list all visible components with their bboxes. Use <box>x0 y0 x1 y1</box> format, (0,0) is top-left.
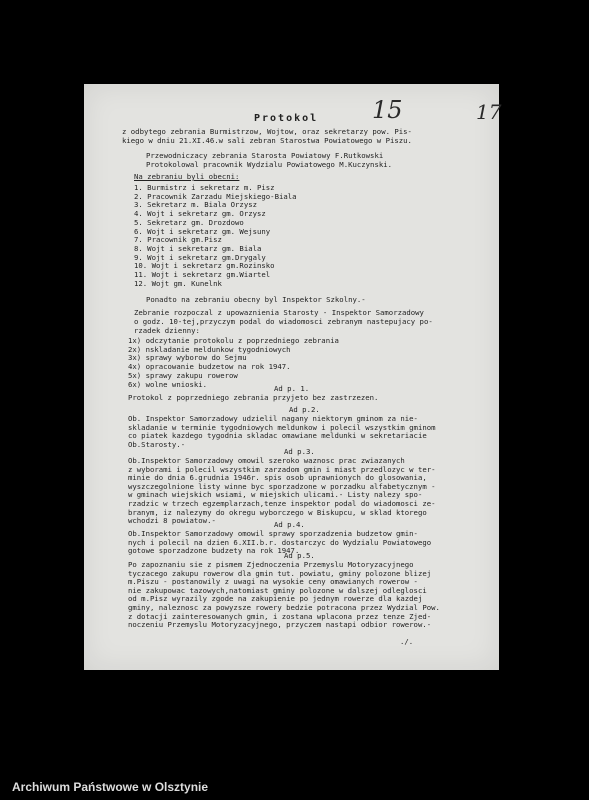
section-line: rzadzic w trzech egzemplarzach,tenze inspektor podal do wiadomosci ze- <box>128 499 436 508</box>
attendee-item: 1. Burmistrz i sekretarz m. Pisz <box>134 183 275 192</box>
section-line: Protokol z poprzedniego zebrania przyjeto bez zastrzezen. <box>128 393 379 402</box>
opening-line: o godz. 10-tej,przyczym podal do wiadomosci zebranym nastepujacy po- <box>134 317 433 326</box>
section-line: nie zakupowac tazowych,natomiast gminy polozone w dalszej odleglosci <box>128 585 427 595</box>
attendee-item: 4. Wojt i sekretarz gm. Orzysz <box>134 209 266 219</box>
opening-line: Zebranie rozpoczal z upowaznienia Starosty - Inspektor Samorzadowy <box>134 308 424 317</box>
agenda-item: 1x) odczytanie protokolu z poprzedniego zebrania <box>128 336 339 345</box>
section-line: wyszczegolnione listy winne byc sporzadzone w porzadku alfabetycznym - <box>128 481 436 491</box>
section-heading: Ad p. 1. <box>274 384 310 393</box>
section-heading: Ad p.5. <box>284 551 315 560</box>
section-line: gotowe sporzadzone budzety na rok 1947. <box>128 546 300 556</box>
section-heading: Ad p.4. <box>274 520 305 529</box>
section-line: minie do dnia 6.grudnia 1946r. spis osob uprawnionych do glosowania, <box>128 473 427 483</box>
attendees-heading: Na zebraniu byli obecni: <box>134 172 240 181</box>
minutes-line: Protokolowal pracownik Wydzialu Powiatowego M.Kuczynski. <box>146 160 393 169</box>
section-heading: Ad p.3. <box>284 447 315 456</box>
intro-line: z odbytego zebrania Burmistrzow, Wojtow, oraz sekretarzy pow. Pis- <box>122 127 412 136</box>
section-line: tyczacego zakupu rowerow dla gmin tut. powiatu, gminy polozone blizej <box>128 568 432 578</box>
section-line: branym, iz nalezymy do okregu wyborczego w Biskupcu, w sklad ktorego <box>128 507 427 517</box>
attendee-item: 12. Wojt gm. Kunelnk <box>134 278 222 288</box>
inspector-line: Ponadto na zebraniu obecny byl Inspektor Szkolny.- <box>146 295 366 304</box>
section-line: skladanie w terminie tygodniowych meldunkow i polecil wszystkim gminom <box>128 422 436 432</box>
section-line: Ob.Inspektor Samorzadowy omowil szeroko waznosc prac zwiazanych <box>128 456 405 465</box>
section-heading: Ad p.2. <box>289 405 320 414</box>
section-line: nych i polecil na dzien 6.XII.b.r. dostarczyc do Wydzialu Powiatowego <box>128 537 432 547</box>
section-line: Ob. Inspektor Samorzadowy udzielil nagany niektorym gminom za nie- <box>128 414 418 423</box>
handwritten-folio-number: 17 <box>476 100 502 124</box>
section-line: z wyborami i polecil wszystkim zarzadom gmin i miast przedlozyc w ter- <box>128 464 436 474</box>
attendee-item: 3. Sekretarz m. Biala Orzysz <box>134 200 258 210</box>
section-line: wchodzi 8 powiatow.- <box>128 516 216 526</box>
agenda-item: 5x) sprawy zakupu rowerow <box>128 370 238 380</box>
section-line: Ob.Starosty.- <box>128 439 186 449</box>
attendee-item: 2. Pracownik Zarzadu Miejskiego-Biala <box>134 191 297 201</box>
section-line: od m.Pisz wyrazily zgode na zakupienie po jednym rowerze dla kazdej <box>128 594 423 604</box>
document-page <box>84 84 502 670</box>
section-line: noczeniu Przemyslu Motoryzacyjnego, przyczem nastapi odbior rowerow.- <box>128 620 432 630</box>
section-line: co piatek kazdego tygodnia skladac omawiane meldunki w sekretariacie <box>128 431 427 441</box>
attendee-item: 9. Wojt i sekretarz gm.Drygaly <box>134 252 266 262</box>
agenda-item: 3x) sprawy wyborow do Sejmu <box>128 353 247 363</box>
opening-line: rzadek dzienny: <box>134 326 200 335</box>
section-line: gminy, naleznosc za powyzsze rowery bedzie potracona przez Wydzial Pow. <box>128 603 440 612</box>
agenda-item: 4x) opracowanie budzetow na rok 1947. <box>128 362 291 372</box>
agenda-item: 2x) nskladanie meldunkow tygodniowych <box>128 344 291 354</box>
intro-line: kiego w dniu 21.XI.46.w sali zebran Starostwa Powiatowego w Piszu. <box>122 136 412 145</box>
handwritten-page-number: 15 <box>372 96 403 124</box>
agenda-item: 6x) wolne wnioski. <box>128 379 208 389</box>
section-line: m.Piszu - postanowily z uwagi na wysokie ceny omawianych rowerow - <box>128 577 418 587</box>
document-title: Protokol <box>254 113 319 124</box>
section-line: Ob.Inspektor Samorzadowy omowil sprawy sporzadzenia budzetow gmin- <box>128 529 418 538</box>
attendee-item: 6. Wojt i sekretarz gm. Wejsuny <box>134 226 271 236</box>
attendee-item: 10. Wojt i sekretarz gm.Rozinsko <box>134 261 275 271</box>
attendee-item: 5. Sekretarz gm. Drozdowo <box>134 217 244 227</box>
attendee-item: 11. Wojt i sekretarz gm.Wiartel <box>134 270 271 279</box>
section-line: z dotacji zainteresowanych gmin, i zostana wplacona przez tenze Zjed- <box>128 611 432 621</box>
section-line: w gminach wiejskich wsiami, w miejskich ulicami.- Listy nalezy spo- <box>128 490 423 500</box>
archive-caption: Archiwum Państwowe w Olsztynie <box>12 780 209 794</box>
end-mark: ./. <box>400 637 414 646</box>
attendee-item: 8. Wojt i sekretarz gm. Biala <box>134 243 262 253</box>
chair-line: Przewodniczacy zebrania Starosta Powiatowy F.Rutkowski <box>146 151 384 160</box>
attendee-item: 7. Pracownik gm.Pisz <box>134 235 222 245</box>
section-line: Po zapoznaniu sie z pismem Zjednoczenia Przemyslu Motoryzacyjnego <box>128 560 414 569</box>
